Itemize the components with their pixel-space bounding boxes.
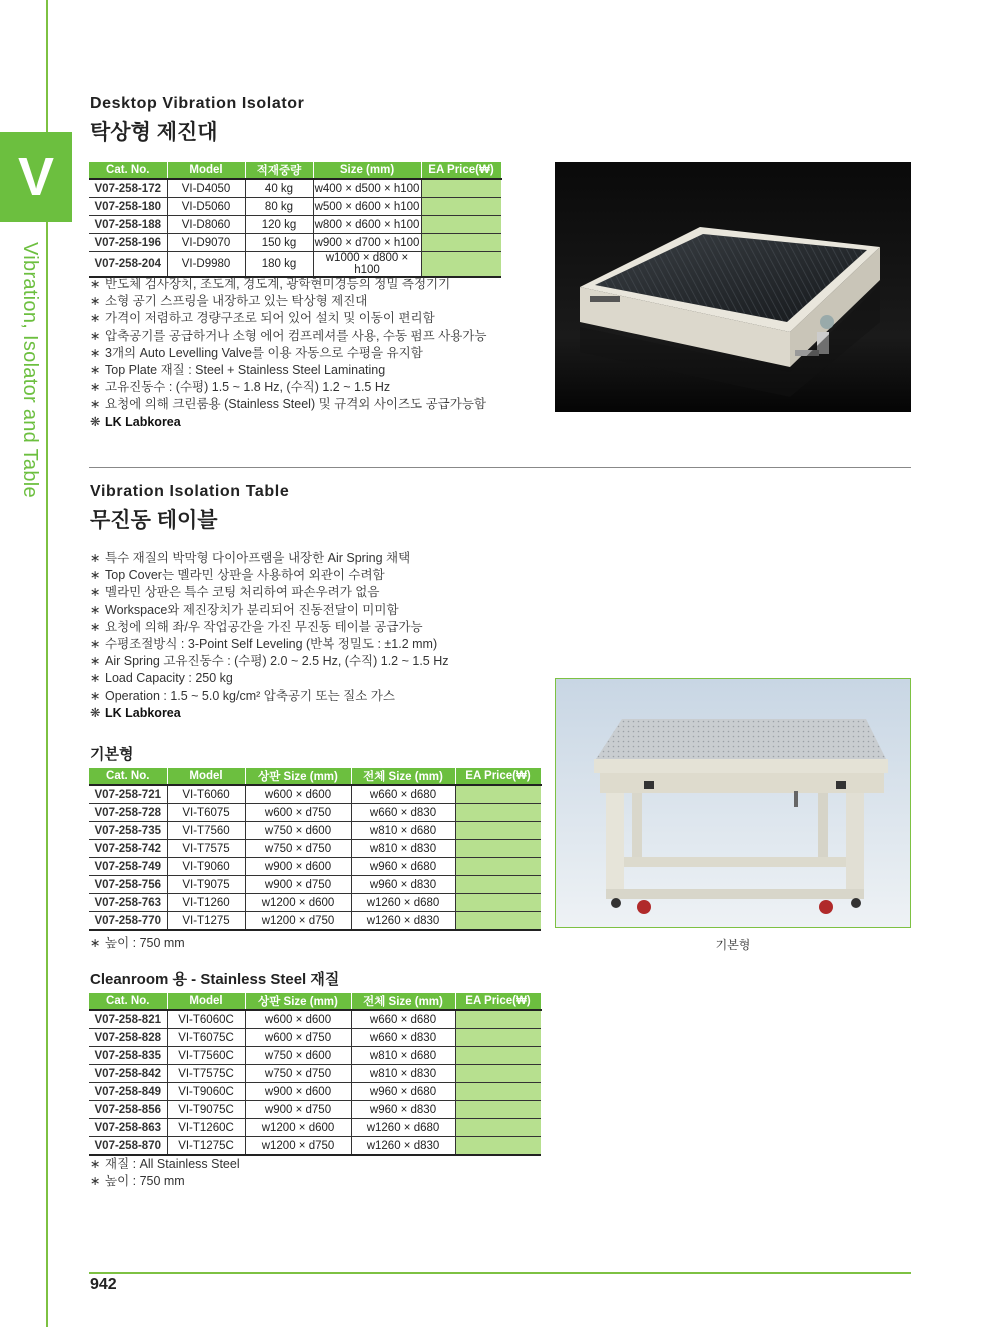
note-item — [90, 362, 486, 379]
note-item — [90, 1173, 240, 1190]
table-cell: w1260 × d830 — [351, 912, 455, 931]
note-text: 압축공기를 공급하거나 소형 에어 컴프레셔를 사용, 수동 펌프 사용가능 — [105, 328, 487, 343]
table-cell: w1260 × d830 — [351, 1137, 455, 1156]
price-cell — [421, 179, 501, 198]
note-item — [90, 293, 486, 310]
bullet-star-icon: ∗ — [90, 277, 101, 291]
table-cell: w600 × d600 — [245, 1010, 351, 1029]
table-row — [89, 1083, 541, 1101]
brand-name: LK Labkorea — [105, 414, 181, 429]
note-item — [90, 550, 449, 567]
table-cell: w600 × d750 — [245, 804, 351, 822]
cat-no-cell: V07-258-735 — [89, 822, 167, 840]
price-cell — [455, 1047, 541, 1065]
table-cell: w960 × d830 — [351, 1101, 455, 1119]
bullet-star-icon: ∗ — [90, 1157, 101, 1171]
cat-no-cell: V07-258-835 — [89, 1047, 167, 1065]
price-cell — [455, 858, 541, 876]
table-cell: w810 × d680 — [351, 822, 455, 840]
table-cell: w810 × d830 — [351, 840, 455, 858]
price-cell — [455, 1010, 541, 1029]
cleanroom-title: Cleanroom 용 - Stainless Steel 재질 — [90, 971, 340, 988]
price-cell — [455, 822, 541, 840]
bullet-star-icon: ∗ — [90, 362, 101, 377]
note-text: Operation : 1.5 ~ 5.0 kg/cm² 압축공기 또는 질소 가스 — [105, 688, 395, 703]
note-item — [90, 1156, 240, 1173]
column-header: Size (mm) — [313, 162, 421, 179]
table-cell: VI-T6060C — [167, 1010, 245, 1029]
column-header: Cat. No. — [89, 993, 167, 1010]
cat-no-cell: V07-258-188 — [89, 216, 167, 234]
table-cell: VI-D9070 — [167, 234, 245, 252]
basic-notes — [90, 935, 185, 952]
brand-mark-icon: ❋ — [90, 414, 101, 429]
price-cell — [455, 804, 541, 822]
section2-title-ko: 무진동 테이블 — [90, 509, 218, 532]
bullet-star-icon: ∗ — [90, 568, 101, 583]
section1-title-ko: 탁상형 제진대 — [90, 121, 218, 144]
note-text: 재질 : All Stainless Steel — [105, 1157, 240, 1171]
table-row — [89, 216, 501, 234]
cat-no-cell: V07-258-721 — [89, 785, 167, 804]
price-cell — [455, 1119, 541, 1137]
table-cell: w1200 × d750 — [245, 912, 351, 931]
note-item — [90, 636, 449, 653]
brand-mark-icon: ❋ — [90, 705, 101, 720]
note-text: Top Plate 재질 : Steel + Stainless Steel Laminating — [105, 362, 386, 377]
section2-title-en: Vibration Isolation Table — [90, 483, 290, 500]
table-cell: VI-T9075 — [167, 876, 245, 894]
price-cell — [455, 1083, 541, 1101]
table-row — [89, 840, 541, 858]
table-row — [89, 198, 501, 216]
bullet-star-icon: ∗ — [90, 328, 101, 343]
table-cell: w900 × d750 — [245, 876, 351, 894]
cat-no-cell: V07-258-180 — [89, 198, 167, 216]
note-text: 반도체 검사장치, 조도계, 경도계, 광학현미경등의 정밀 측정기기 — [105, 277, 451, 291]
table-row — [89, 1047, 541, 1065]
column-header: 상판 Size (mm) — [245, 768, 351, 785]
bullet-star-icon: ∗ — [90, 636, 101, 651]
column-header: Model — [167, 993, 245, 1010]
column-header: EA Price(₩) — [455, 993, 541, 1010]
table-cell: w750 × d750 — [245, 840, 351, 858]
table-row — [89, 179, 501, 198]
brand-name: LK Labkorea — [105, 705, 181, 720]
table-row — [89, 234, 501, 252]
note-item — [90, 567, 449, 584]
table-row — [89, 1137, 541, 1156]
price-cell — [455, 1101, 541, 1119]
table-row — [89, 1010, 541, 1029]
table-cell: w900 × d750 — [245, 1101, 351, 1119]
table-cell: w600 × d600 — [245, 785, 351, 804]
brand-line — [90, 705, 449, 722]
price-cell — [455, 912, 541, 931]
table-cell: w1200 × d750 — [245, 1137, 351, 1156]
table-cell: w500 × d600 × h100 — [313, 198, 421, 216]
table-cell: w810 × d830 — [351, 1065, 455, 1083]
section2-notes — [90, 550, 449, 722]
bullet-star-icon: ∗ — [90, 345, 101, 360]
note-text: Air Spring 고유진동수 : (수평) 2.0 ~ 2.5 Hz, (수직) 1.2 ~ 1.5 Hz — [105, 654, 449, 669]
table-cell: w1200 × d600 — [245, 1119, 351, 1137]
section-tab — [0, 132, 72, 222]
note-text: Top Cover는 멜라민 상판을 사용하여 외관이 수려함 — [105, 568, 385, 583]
vertical-chapter-title: Vibration, Isolator and Table — [19, 242, 41, 498]
table-cell: 40 kg — [245, 179, 313, 198]
section1-title-en: Desktop Vibration Isolator — [90, 95, 305, 112]
note-item — [90, 396, 486, 413]
table-cell: VI-D4050 — [167, 179, 245, 198]
note-item — [90, 328, 486, 345]
table-cell: w660 × d680 — [351, 1010, 455, 1029]
price-cell — [455, 876, 541, 894]
bullet-star-icon: ∗ — [90, 602, 101, 617]
table-cell: w660 × d830 — [351, 804, 455, 822]
note-text: 높이 : 750 mm — [105, 936, 185, 950]
bullet-star-icon: ∗ — [90, 551, 101, 565]
table-cell: VI-T7560C — [167, 1047, 245, 1065]
table-cell: VI-T9060C — [167, 1083, 245, 1101]
cat-no-cell: V07-258-763 — [89, 894, 167, 912]
cat-no-cell: V07-258-742 — [89, 840, 167, 858]
table-cell: w750 × d600 — [245, 1047, 351, 1065]
cat-no-cell: V07-258-756 — [89, 876, 167, 894]
table-cell: VI-D5060 — [167, 198, 245, 216]
column-header: 적재중량 — [245, 162, 313, 179]
price-cell — [455, 1065, 541, 1083]
note-text: 3개의 Auto Levelling Valve를 이용 자동으로 수평을 유지함 — [105, 345, 423, 360]
table-cell: w400 × d500 × h100 — [313, 179, 421, 198]
cat-no-cell: V07-258-828 — [89, 1029, 167, 1047]
basic-title: 기본형 — [90, 746, 134, 763]
cat-no-cell: V07-258-863 — [89, 1119, 167, 1137]
table-cell: w1260 × d680 — [351, 1119, 455, 1137]
column-header: Cat. No. — [89, 768, 167, 785]
cat-no-cell: V07-258-749 — [89, 858, 167, 876]
section-divider — [89, 467, 911, 468]
bullet-star-icon: ∗ — [90, 397, 101, 412]
table-cell: w800 × d600 × h100 — [313, 216, 421, 234]
table-cell: w900 × d600 — [245, 1083, 351, 1101]
note-text: Load Capacity : 250 kg — [105, 671, 233, 686]
table-row — [89, 1065, 541, 1083]
note-text: 특수 재질의 박막형 다이아프램을 내장한 Air Spring 채택 — [105, 551, 411, 565]
isolation-table-image — [556, 679, 910, 927]
note-item — [90, 602, 449, 619]
price-cell — [421, 198, 501, 216]
note-item — [90, 619, 449, 636]
bullet-star-icon: ∗ — [90, 1174, 101, 1189]
price-cell — [421, 234, 501, 252]
note-item — [90, 276, 486, 293]
desktop-isolator-table — [89, 162, 502, 278]
price-cell — [455, 894, 541, 912]
table-header-row — [89, 162, 501, 179]
cat-no-cell: V07-258-196 — [89, 234, 167, 252]
note-item — [90, 379, 486, 396]
note-text: 고유진동수 : (수평) 1.5 ~ 1.8 Hz, (수직) 1.2 ~ 1.5 Hz — [105, 380, 391, 395]
note-text: 소형 공기 스프링을 내장하고 있는 탁상형 제진대 — [105, 294, 368, 309]
table-cell: w960 × d830 — [351, 876, 455, 894]
price-cell — [455, 840, 541, 858]
cat-no-cell: V07-258-172 — [89, 179, 167, 198]
table-cell: w960 × d680 — [351, 858, 455, 876]
column-header: EA Price(₩) — [421, 162, 501, 179]
note-text: 요청에 의해 좌/우 작업공간을 가진 무진동 테이블 공급가능 — [105, 619, 423, 634]
table-header-row — [89, 993, 541, 1010]
table-cell: VI-T1260C — [167, 1119, 245, 1137]
cat-no-cell: V07-258-849 — [89, 1083, 167, 1101]
table-row — [89, 876, 541, 894]
bullet-star-icon: ∗ — [90, 380, 101, 395]
column-header: Cat. No. — [89, 162, 167, 179]
table-cell: VI-T9075C — [167, 1101, 245, 1119]
note-item — [90, 670, 449, 687]
table-row — [89, 822, 541, 840]
table-cell: w960 × d680 — [351, 1083, 455, 1101]
basic-table — [89, 768, 542, 931]
table-cell: w660 × d830 — [351, 1029, 455, 1047]
table-cell: w750 × d750 — [245, 1065, 351, 1083]
note-item — [90, 310, 486, 327]
column-header: 상판 Size (mm) — [245, 993, 351, 1010]
table-cell: w900 × d600 — [245, 858, 351, 876]
table-cell: VI-T6075 — [167, 804, 245, 822]
note-item — [90, 345, 486, 362]
bullet-star-icon: ∗ — [90, 936, 101, 950]
cat-no-cell: V07-258-728 — [89, 804, 167, 822]
note-item — [90, 653, 449, 670]
table-cell: 150 kg — [245, 234, 313, 252]
column-header: 전체 Size (mm) — [351, 993, 455, 1010]
table-cell: VI-T1260 — [167, 894, 245, 912]
bullet-star-icon: ∗ — [90, 654, 101, 669]
table-cell: w600 × d750 — [245, 1029, 351, 1047]
photo-caption: 기본형 — [715, 938, 751, 952]
table-row — [89, 1119, 541, 1137]
note-item — [90, 935, 185, 952]
table-cell: VI-D9980 — [167, 252, 245, 278]
table-cell: w1200 × d600 — [245, 894, 351, 912]
table-row — [89, 1029, 541, 1047]
column-header: EA Price(₩) — [455, 768, 541, 785]
price-cell — [421, 252, 501, 278]
bullet-star-icon: ∗ — [90, 294, 101, 309]
isolation-table-photo — [555, 678, 911, 928]
table-cell: VI-T7575 — [167, 840, 245, 858]
bullet-star-icon: ∗ — [90, 619, 101, 634]
table-cell: 80 kg — [245, 198, 313, 216]
cat-no-cell: V07-258-856 — [89, 1101, 167, 1119]
table-cell: VI-T7560 — [167, 822, 245, 840]
note-text: Workspace와 제진장치가 분리되어 진동전달이 미미함 — [105, 602, 399, 617]
cat-no-cell: V07-258-821 — [89, 1010, 167, 1029]
table-cell: w750 × d600 — [245, 822, 351, 840]
table-cell: VI-T6060 — [167, 785, 245, 804]
brand-line — [90, 414, 486, 431]
note-item — [90, 584, 449, 601]
note-text: 수평조절방식 : 3-Point Self Leveling (반복 정밀도 : ±1.2 mm) — [105, 636, 438, 651]
table-cell: w810 × d680 — [351, 1047, 455, 1065]
section-letter: V — [17, 147, 55, 207]
table-cell: w1000 × d800 × h100 — [313, 252, 421, 278]
table-cell: VI-T1275 — [167, 912, 245, 931]
column-header: Model — [167, 162, 245, 179]
price-cell — [421, 216, 501, 234]
cat-no-cell: V07-258-842 — [89, 1065, 167, 1083]
price-cell — [455, 1137, 541, 1156]
section1-notes — [90, 276, 486, 431]
price-cell — [455, 785, 541, 804]
table-cell: VI-T6075C — [167, 1029, 245, 1047]
table-row — [89, 1101, 541, 1119]
note-text: 멜라민 상판은 특수 코팅 처리하여 파손우려가 없음 — [105, 585, 380, 600]
note-item — [90, 688, 449, 705]
table-cell: 120 kg — [245, 216, 313, 234]
cat-no-cell: V07-258-770 — [89, 912, 167, 931]
desktop-isolator-image — [555, 162, 911, 412]
cleanroom-table — [89, 993, 542, 1156]
bullet-star-icon: ∗ — [90, 585, 101, 600]
page-number: 942 — [90, 1276, 117, 1293]
table-cell: VI-D8060 — [167, 216, 245, 234]
column-header: Model — [167, 768, 245, 785]
cat-no-cell: V07-258-870 — [89, 1137, 167, 1156]
table-row — [89, 785, 541, 804]
footer-line — [89, 1272, 911, 1274]
bullet-star-icon: ∗ — [90, 311, 101, 326]
note-text: 높이 : 750 mm — [105, 1174, 185, 1189]
note-text: 가격이 저렴하고 경량구조로 되어 있어 설치 및 이동이 편리함 — [105, 311, 435, 326]
table-cell: VI-T7575C — [167, 1065, 245, 1083]
table-header-row — [89, 768, 541, 785]
table-row — [89, 912, 541, 931]
table-cell: w1260 × d680 — [351, 894, 455, 912]
table-cell: w660 × d680 — [351, 785, 455, 804]
table-row — [89, 804, 541, 822]
note-text: 요청에 의해 크린룸용 (Stainless Steel) 및 규격외 사이즈도 공급가능함 — [105, 397, 486, 412]
bullet-star-icon: ∗ — [90, 671, 101, 686]
table-row — [89, 858, 541, 876]
bullet-star-icon: ∗ — [90, 688, 101, 703]
table-row — [89, 252, 501, 278]
column-header: 전체 Size (mm) — [351, 768, 455, 785]
price-cell — [455, 1029, 541, 1047]
table-cell: VI-T1275C — [167, 1137, 245, 1156]
table-row — [89, 894, 541, 912]
desktop-isolator-photo — [555, 162, 911, 412]
table-cell: 180 kg — [245, 252, 313, 278]
table-cell: VI-T9060 — [167, 858, 245, 876]
cat-no-cell: V07-258-204 — [89, 252, 167, 278]
cleanroom-notes — [90, 1156, 240, 1190]
table-cell: w900 × d700 × h100 — [313, 234, 421, 252]
